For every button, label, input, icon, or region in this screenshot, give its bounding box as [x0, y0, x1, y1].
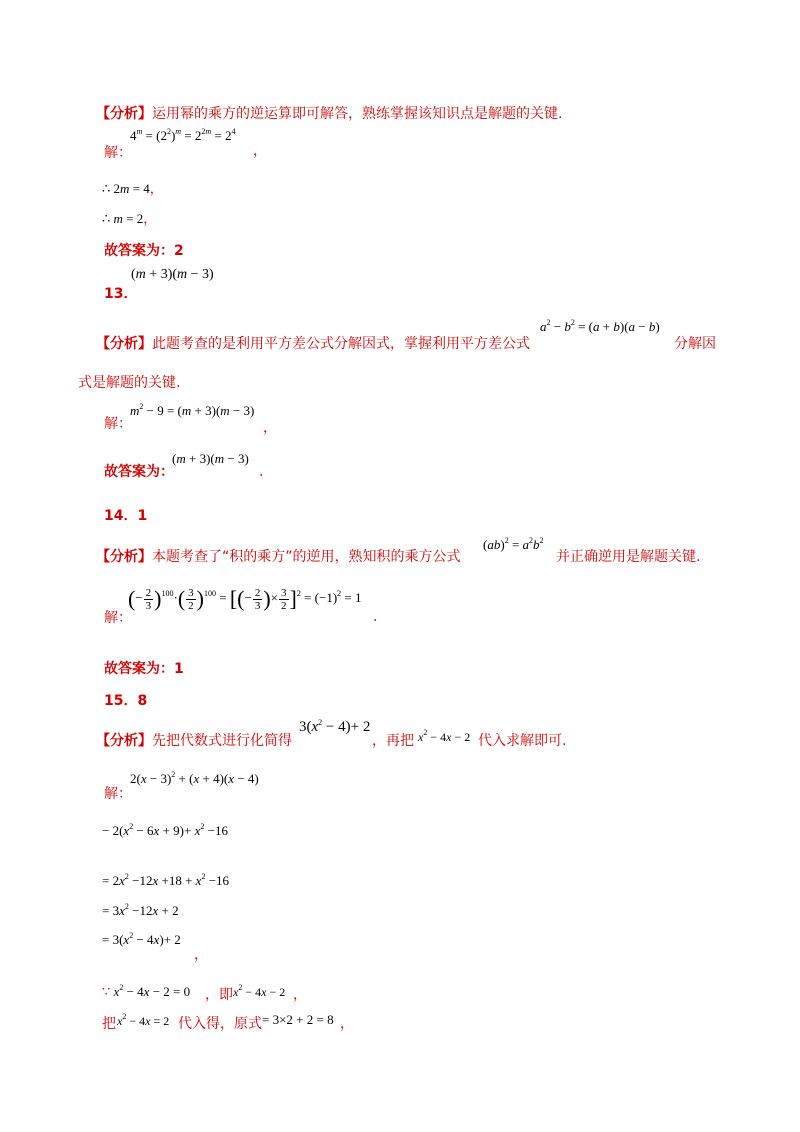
comma: ， — [293, 987, 307, 1003]
q13-analysis-line-1 — [96, 333, 530, 353]
q14-equation: (− $\frac{2}{3}$ )$^{100}$·( $\frac{3}{2}$ )$^{100}$ = [(− $\frac{2}{3}$ )× $\frac{3}{2}$ ]$^2 = (-1)^2 = 1$ — [128, 586, 362, 612]
analysis-label: 【分析】 — [96, 733, 152, 749]
solution-label: 解： — [104, 610, 132, 626]
solution-label: 解： — [104, 416, 132, 432]
q13-number: 13． — [104, 286, 138, 302]
comma: ， — [194, 947, 208, 963]
analysis-text-a: 本题考查了“积的乘方”的逆用，熟知积的乘方公式 — [152, 549, 461, 565]
q13-answer-label: 故答案为： — [104, 464, 174, 480]
analysis-text-a: 先把代数式进行化简得 — [152, 733, 292, 749]
q15-step-2: − $2(x^2 - 6x + 9)+ x^2 -16$ — [102, 822, 228, 838]
q15-substitute-expression: $x^2 - 4x = 2$ — [117, 1012, 170, 1028]
q13-formula: $a^2 - b^2 = (a + b)(a - b)$ — [540, 318, 660, 334]
q12-equation-1: $4^m = (2^2)^m = 2^{2m} = 2^4$ — [130, 127, 236, 143]
q14-header: 14．1 — [104, 508, 148, 524]
analysis-text: 运用幂的乘方的逆运算即可解答，熟练掌握该知识点是解题的关键. — [152, 106, 563, 122]
q13-analysis-line-2: 式是解题的关键. — [78, 375, 181, 391]
q13-answer-math: (m + 3)(m − 3) — [172, 451, 249, 466]
q14-answer: 故答案为：1 — [104, 661, 184, 677]
q13-equation: $m^2 - 9 = (m + 3)(m - 3)$ — [130, 402, 255, 418]
analysis-label: 【分析】 — [96, 336, 152, 352]
analysis-label: 【分析】 — [96, 106, 152, 122]
q15-step-3: = $2x^2 -12x +18 + x^2 -16$ — [102, 872, 230, 888]
q12-equation-3: ∴ m = 2， — [102, 211, 157, 226]
period: . — [373, 609, 378, 625]
q12-analysis — [96, 103, 562, 123]
substitute-b: 代入得，原式 — [178, 1016, 262, 1032]
q15-header: 15．8 — [104, 693, 148, 709]
q12-answer: 故答案为：2 — [104, 243, 184, 259]
q14-analysis — [96, 546, 461, 566]
q12-equation-2: ∴ 2m = 4， — [102, 181, 163, 196]
since-text: ，即 — [205, 987, 233, 1003]
q15-simplified-form: $3(x^2 - 4)+ 2$ — [299, 718, 371, 735]
substitute-a: 把 — [102, 1016, 116, 1032]
analysis-text-b: 分解因 — [674, 336, 716, 352]
analysis-text-b: ，再把 — [372, 733, 414, 749]
q15-since-result: $x^2 - 4x - 2$ — [233, 983, 286, 999]
analysis-text-a: 此题考查的是利用平方差公式分解因式，掌握利用平方差公式 — [152, 336, 530, 352]
q15-since-line: ∵ $x^2 - 4x - 2 = 0$ — [102, 983, 191, 999]
comma: ， — [263, 420, 277, 436]
analysis-text-b: 并正确逆用是解题关键. — [556, 549, 701, 565]
solution-label: 解： — [104, 786, 132, 802]
q15-final-value: = 3×2 + 2 = 8 — [262, 1012, 334, 1027]
q15-analysis — [96, 730, 292, 750]
solution-label: 解： — [104, 145, 132, 161]
q15-step-5: = $3(x^2 - 4x)+ 2$ — [102, 931, 181, 947]
q15-condition: $x^2 - 4x - 2$ — [418, 728, 471, 744]
q14-formula: $(ab)^2 = a^2b^2$ — [483, 536, 544, 552]
analysis-label: 【分析】 — [96, 549, 152, 565]
q15-step-4: = $3x^2 -12x + 2$ — [102, 902, 179, 918]
period: . — [259, 464, 264, 480]
comma: ， — [340, 1016, 354, 1032]
comma: ， — [253, 143, 267, 159]
analysis-text-c: 代入求解即可. — [478, 733, 567, 749]
q13-answer-expression: (m + 3)(m − 3) — [131, 267, 214, 282]
q15-step-1: $2(x - 3)^2 + (x + 4)(x - 4)$ — [130, 770, 259, 786]
